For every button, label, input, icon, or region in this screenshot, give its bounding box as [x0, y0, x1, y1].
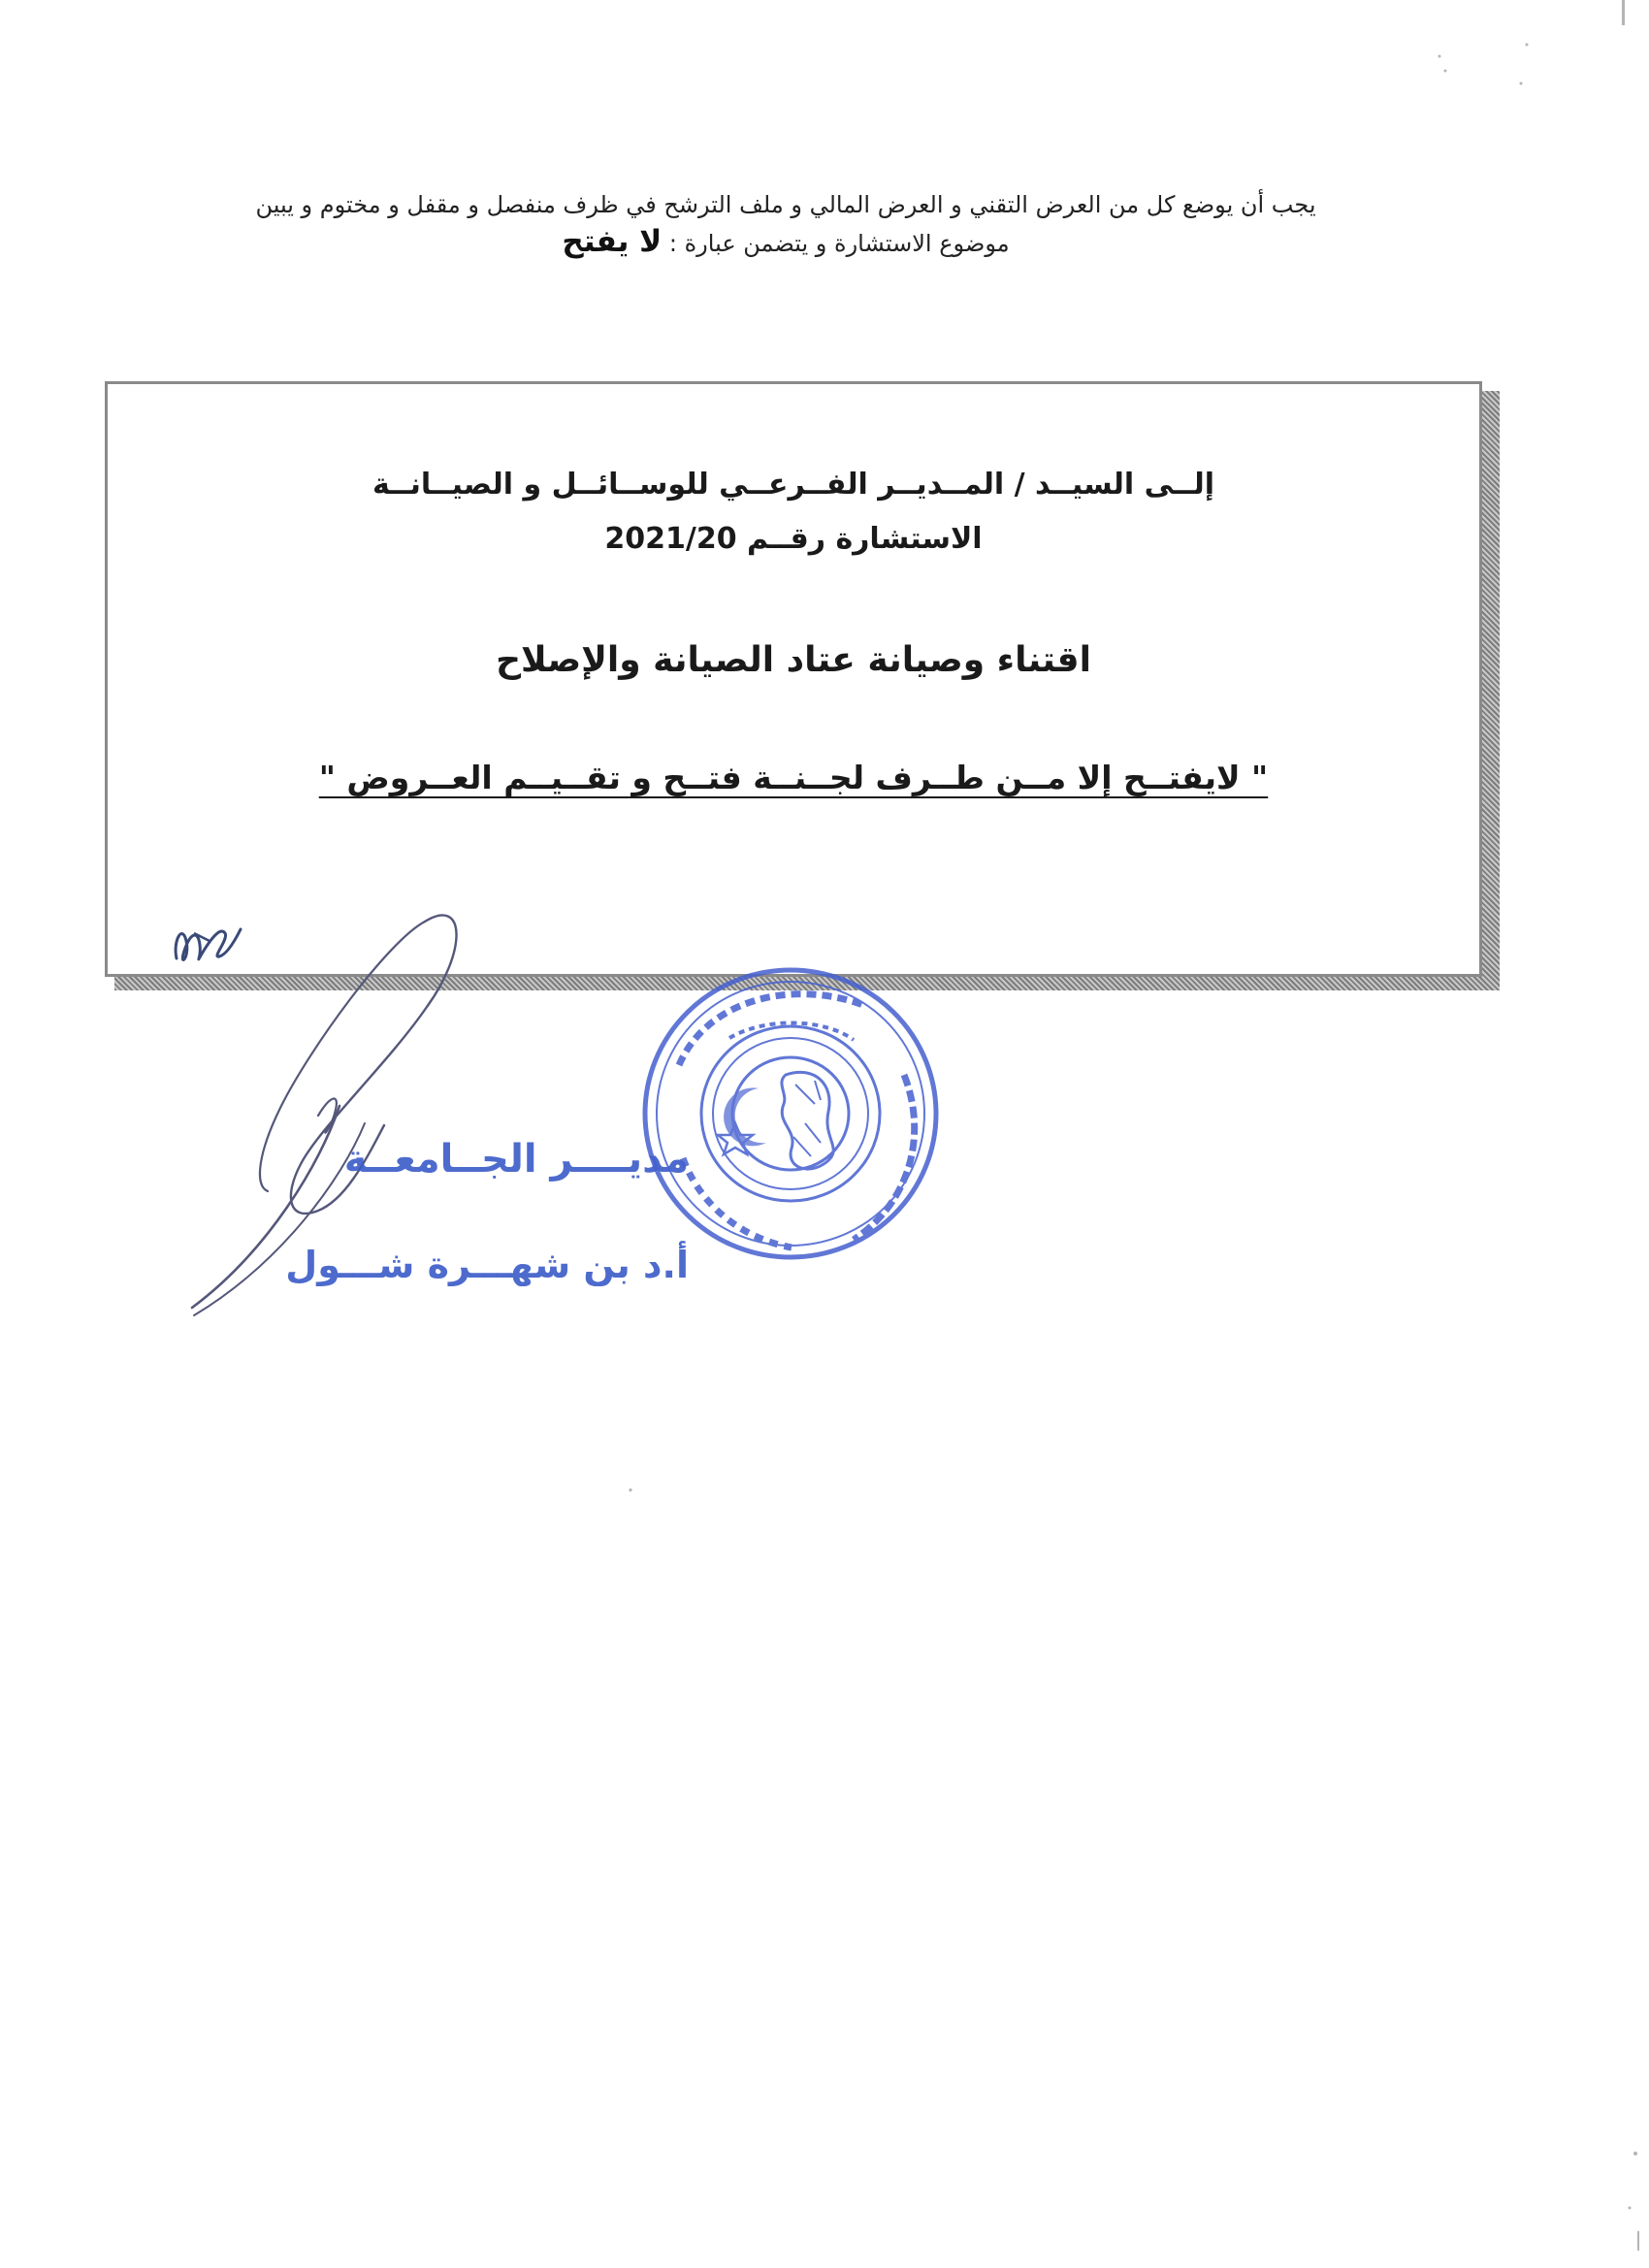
signatory-name: أ.د بن شهـــرة شـــول: [285, 1244, 689, 1286]
do-not-open-phrase: لا يفتح: [562, 224, 663, 259]
signatory-title: مديــــر الجــامعــة: [343, 1137, 689, 1182]
opening-notice-text: " لايفتــح إلا مــن طــرف لجــنــة فتــح و تقــيــم العــروض ": [318, 759, 1269, 796]
consultation-subject: اقتناء وصيانة عتاد الصيانة والإصلاح: [496, 640, 1091, 680]
consultation-number: الاستشارة رقــم 2021/20: [604, 522, 983, 556]
instruction-line-2-text: موضوع الاستشارة و يتضمن عبارة :: [668, 230, 1010, 257]
instruction-line-1: يجب أن يوضع كل من العرض التقني و العرض المالي و ملف الترشح في ظرف منفصل و مقفل و مختوم و يبين: [255, 191, 1316, 218]
addressee-line: إلــى السيــد / المــديــر الفــرعــي للوســائــل و الصيــانــة: [372, 468, 1215, 502]
